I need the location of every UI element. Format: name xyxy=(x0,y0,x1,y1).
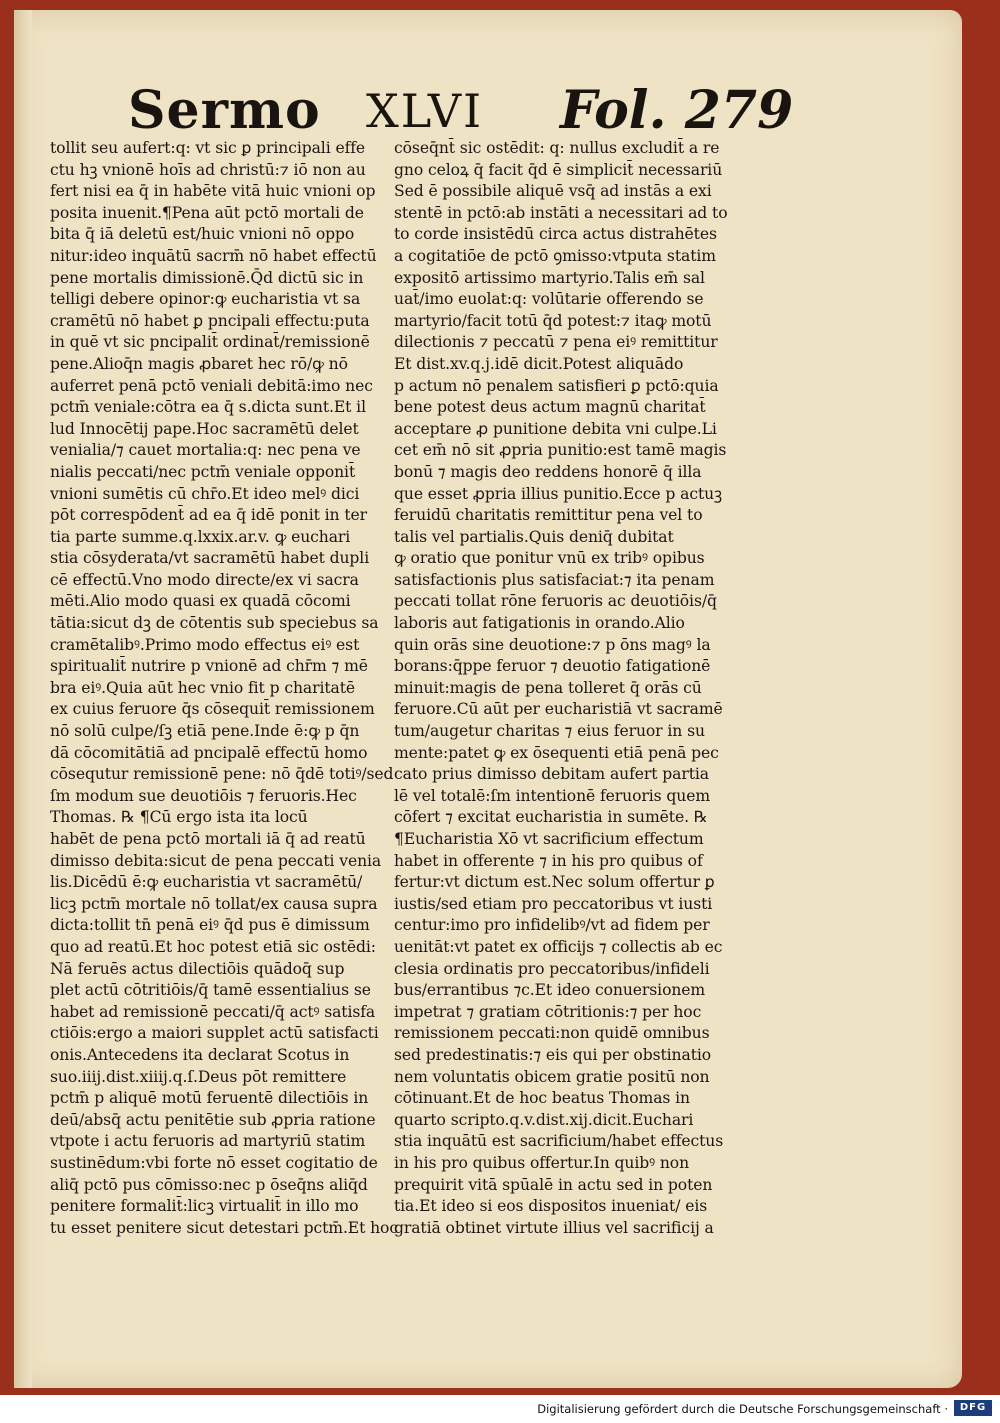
text-line: ¶Eucharistia Xō vt sacrificium effectum xyxy=(394,830,704,848)
text-line: stia inquātū est sacrificium/habet effectus xyxy=(394,1132,724,1151)
text-line: talis vel partialis.Quis deniq̄ dubitat xyxy=(394,527,674,546)
text-line: lē vel totalē:ſm intentionē feruoris quem xyxy=(394,786,711,805)
text-line: ſm modum sue deuotiōis ⁊ feruoris.Hec xyxy=(50,786,357,805)
text-line: laboris aut fatigationis in orando.Alio xyxy=(394,614,685,633)
text-line: licꝫ pctm̄ mortale nō tollat/ex causa supra xyxy=(50,894,378,913)
text-line: nitur:ideo inquātū sacrm̄ nō habet effectū xyxy=(50,246,377,265)
text-line: nō solū culpe/ſꝫ etiā pene.Inde ē:ꝙ p q̄n xyxy=(50,722,360,741)
text-column-left xyxy=(50,138,420,1239)
text-line: pene mortalis dimissionē.Q̄d dictū sic in xyxy=(50,268,364,287)
text-line: plet actū cōtritiōis/q̄ tamē essentialius se xyxy=(50,981,371,1000)
text-line: cramētalibꝰ.Primo modo effectus eiꝰ est xyxy=(50,635,360,654)
text-line: minuit:magis de pena tolleret q̄ orās cū xyxy=(394,678,702,697)
text-line: feruidū charitatis remittitur pena vel to xyxy=(394,506,703,525)
text-line: habet ad remissionē peccati/q̄ actꝰ satisfa xyxy=(50,1002,376,1021)
text-line: cē effectū.Vno modo directe/ex vi sacra xyxy=(50,570,359,589)
text-line: iustis/sed etiam pro peccatoribus vt iusti xyxy=(394,894,713,913)
text-line: Nā feruēs actus dilectiōis quādoq̄ sup xyxy=(50,959,345,978)
text-line: satisfactionis plus satisfaciat:⁊ ita penam xyxy=(394,570,715,589)
text-line: in his pro quibus offertur.In quibꝰ non xyxy=(394,1153,690,1172)
text-line: pctm̄ veniale:cōtra ea q̄ s.dicta sunt.Et il xyxy=(50,398,366,417)
text-line: fert nisi ea q̄ in habēte vitā huic vnioni op xyxy=(50,182,376,201)
text-line: que esset ꝓpria illius punitio.Ecce p actuꝫ xyxy=(394,484,722,503)
dfg-logo: DFG xyxy=(954,1400,992,1416)
text-line: tum/augetur charitas ⁊ eius feruor in su xyxy=(394,722,705,741)
text-line: stia cōsyderata/vt sacramētū habet dupli xyxy=(50,549,370,568)
text-line: nialis peccati/nec pctm̄ veniale opponit̄ xyxy=(50,462,356,481)
text-line: impetrat ⁊ gratiam cōtritionis:⁊ per hoc xyxy=(394,1002,702,1021)
text-line: p actum nō penalem satisfieri ꝑ pctō:quia xyxy=(394,376,719,395)
text-line: telligi debere opinor:ꝙ eucharistia vt sa xyxy=(50,290,361,309)
text-line: gratiā obtinet virtute illius vel sacrificij a xyxy=(394,1218,714,1237)
text-line: uat̄/imo euolat:q: volūtarie offerendo se xyxy=(394,290,704,309)
text-line: centur:imo pro infidelibꝰ/vt ad fidem per xyxy=(394,916,710,935)
running-head-number: XLVI xyxy=(366,84,484,138)
text-line: sed predestinatis:⁊ eis qui per obstinatio xyxy=(394,1045,712,1064)
text-line: acceptare ꝓ punitione debita vni culpe.Li xyxy=(394,419,717,438)
text-line: gno celoꝝ q̄ facit q̄d ē simplicit̄ necessariū xyxy=(394,160,723,179)
text-line: ex cuius feruore q̄s cōsequit̄ remissionem xyxy=(50,700,375,719)
text-line: bus/errantibus ⁊c.Et ideo conuersionem xyxy=(394,981,706,1000)
text-line: borans:q̄ppe feruor ⁊ deuotio fatigationē xyxy=(394,657,711,676)
text-line: ctiōis:ergo a maiori supplet actū satisfacti xyxy=(50,1024,379,1043)
running-head-sermo: Sermo xyxy=(128,80,321,141)
text-line: mente:patet ꝙ ex ōsequenti etiā penā pec xyxy=(394,743,719,762)
text-line: to corde insistēdū circa actus distrahētes xyxy=(394,225,717,244)
text-line: tu esset penitere sicut detestari pctm̄.Et hoc xyxy=(50,1218,398,1237)
text-line: posita inuenit.¶Pena aūt pctō mortali de xyxy=(50,203,364,222)
text-line: cōseq̄nt̄ sic ostēdit: q: nullus excludit̄ a re xyxy=(394,139,720,157)
text-line: onis.Antecedens ita declarat Scotus in xyxy=(50,1045,350,1064)
text-line: bene potest deus actum magnū charitat̄ xyxy=(394,398,706,417)
text-line: expositō artissimo martyrio.Talis em̄ sal xyxy=(394,268,705,287)
text-line: in quē vt sic pncipalit̄ ordinat̄/remissionē xyxy=(50,333,370,352)
text-line: Et dist.xv.q.j.idē dicit.Potest aliquādo xyxy=(394,354,684,373)
text-line: dicta:tollit tn̄ penā eiꝰ q̄d pus ē dimissum xyxy=(50,916,370,935)
text-line: bonū ⁊ magis deo reddens honorē q̄ illa xyxy=(394,462,702,481)
text-line: dā cōcomitātiā ad pncipalē effectū homo xyxy=(50,743,368,762)
text-line: lud Innocētij pape.Hoc sacramētū delet xyxy=(50,419,359,438)
text-line: remissionem peccati:non quidē omnibus xyxy=(394,1024,710,1043)
text-line: peccati tollat rōne feruoris ac deuotiōis/q̄ xyxy=(394,592,717,611)
text-line: uenitāt:vt patet ex officijs ⁊ collectis ab ec xyxy=(394,937,723,956)
text-line: aliq̄ pctō pus cōmisso:nec p ōseq̄ns aliq̄d xyxy=(50,1175,368,1194)
text-line: cato prius dimisso debitam aufert partia xyxy=(394,765,709,784)
text-line: mēti.Alio modo quasi ex quadā cōcomi xyxy=(50,592,351,611)
text-line: tollit seu aufert:q: vt sic ꝑ principali effe xyxy=(50,139,366,157)
text-line: cet em̄ nō sit ꝓpria punitio:est tamē magis xyxy=(394,441,727,460)
text-line: martyrio/facit totū q̄d potest:⁊ itaꝙ motū xyxy=(394,311,712,330)
text-line: quarto scripto.q.v.dist.xij.dicit.Euchari xyxy=(394,1110,694,1129)
text-line: deū/absq̄ actu penitētie sub ꝓpria ratione xyxy=(50,1110,376,1129)
footer-bar xyxy=(0,1395,1000,1423)
text-line: suo.iiij.dist.xiiij.q.ſ.Deus pōt remittere xyxy=(50,1067,347,1086)
text-line: spiritualit̄ nutrire p vnionē ad chr̄m ⁊ mē xyxy=(50,657,368,676)
text-line: cramētū nō habet ꝑ pncipali effectu:puta xyxy=(50,311,370,330)
text-line: bita q̄ iā deletū est/huic vnioni nō oppo xyxy=(50,225,355,244)
text-line: Sed ē possibile aliquē vsq̄ ad instās a exi xyxy=(394,182,712,201)
text-line: pctm̄ p aliquē motū feruentē dilectiōis in xyxy=(50,1089,369,1108)
footer-credit: Digitalisierung gefördert durch die Deutsche Forschungsgemeinschaft · xyxy=(537,1402,948,1416)
text-line: stentē in pctō:ab instāti a necessitari ad to xyxy=(394,203,728,222)
page-gutter-shadow xyxy=(14,10,32,1388)
text-line: bra eiꝰ.Quia aūt hec vnio fit p charitatē xyxy=(50,678,355,697)
text-line: lis.Dicēdū ē:ꝙ eucharistia vt sacramētū/ xyxy=(50,873,363,892)
text-line: nem voluntatis obicem gratie positū non xyxy=(394,1067,710,1086)
text-line: vnioni sumētis cū chr̄o.Et ideo melꝰ dici xyxy=(50,484,360,503)
text-line: dilectionis ⁊ peccatū ⁊ pena eiꝰ remittitur xyxy=(394,333,718,352)
text-line: vtpote i actu feruoris ad martyriū statim xyxy=(50,1132,366,1151)
folio-number: Fol. 279 xyxy=(560,80,794,141)
text-line: cōtinuant.Et de hoc beatus Thomas in xyxy=(394,1089,691,1108)
text-line: quin orās sine deuotione:⁊ p ōns magꝰ la xyxy=(394,635,711,654)
text-line: pene.Alioq̄n magis ꝓbaret hec rō/ꝙ nō xyxy=(50,354,348,373)
text-line: clesia ordinatis pro peccatoribus/infideli xyxy=(394,959,710,978)
text-line: habet in offerente ⁊ in his pro quibus of xyxy=(394,851,703,870)
text-line: fertur:vt dictum est.Nec solum offertur ꝑ xyxy=(394,873,715,892)
text-line: venialia/⁊ cauet mortalia:q: nec pena ve xyxy=(50,441,361,460)
text-line: cōfert ⁊ excitat eucharistia in sumēte. ℞ xyxy=(394,808,708,827)
text-line: Thomas. ℞ ¶Cū ergo ista ita locū xyxy=(50,808,308,827)
text-line: tia.Et ideo si eos dispositos inueniat/ eis xyxy=(394,1197,708,1216)
text-line: auferret penā pctō veniali debitā:imo nec xyxy=(50,376,373,395)
text-line: cōsequtur remissionē pene: nō q̄dē totiꝰ/sed xyxy=(50,765,394,784)
text-line: ꝙ oratio que ponitur vnū ex tribꝰ opibus xyxy=(394,549,705,568)
text-line: tia parte summe.q.lxxix.ar.v. ꝙ euchari xyxy=(50,527,351,546)
text-line: ctu hꝫ vnionē hoīs ad christū:⁊ iō non au xyxy=(50,160,366,179)
text-line: pōt correspōdent̄ ad ea q̄ idē ponit in ter xyxy=(50,506,367,525)
text-line: tātia:sicut dꝫ de cōtentis sub speciebus sa xyxy=(50,614,379,633)
text-line: prequirit vitā spūalē in actu sed in poten xyxy=(394,1175,713,1194)
text-line: dimisso debita:sicut de pena peccati venia xyxy=(50,851,382,870)
text-line: sustinēdum:vbi forte nō esset cogitatio de xyxy=(50,1153,378,1172)
text-line: penitere formalit̄:licꝫ virtualit̄ in illo mo xyxy=(50,1197,359,1216)
text-line: habēt de pena pctō mortali iā q̄ ad reatū xyxy=(50,830,366,848)
text-line: a cogitatiōe de pctō ꝯmisso:vtputa statim xyxy=(394,246,716,265)
text-line: feruore.Cū aūt per eucharistiā vt sacramē xyxy=(394,700,723,719)
text-line: quo ad reatū.Et hoc potest etiā sic ostēdi: xyxy=(50,937,376,956)
text-column-right xyxy=(394,138,764,1239)
